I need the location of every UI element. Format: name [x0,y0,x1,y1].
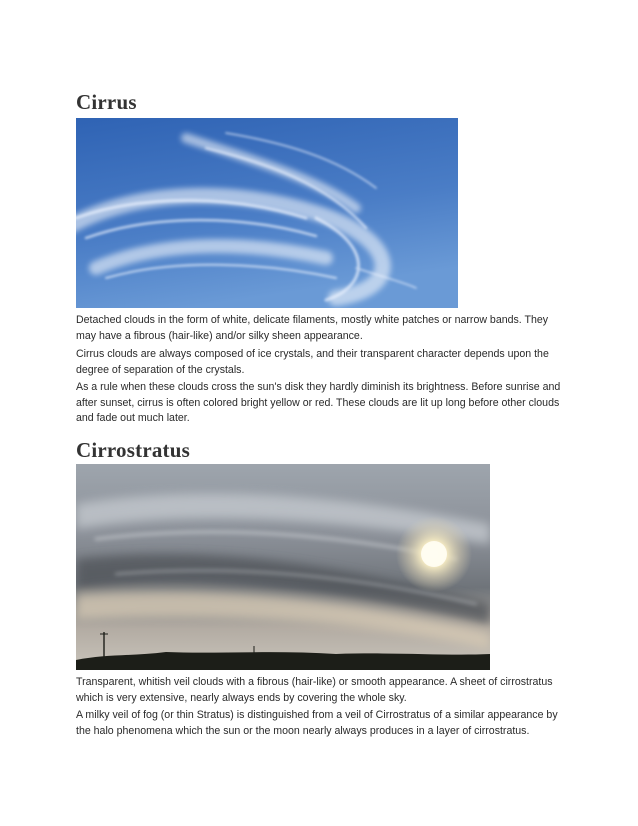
cirrostratus-clouds-photo [76,464,490,670]
cirrostratus-paragraph-2: A milky veil of fog (or thin Stratus) is distinguished from a veil of Cirrostratus of a similar appearance by the halo phenomena which the sun or the moon nearly always produces in a layer of cirrostratus. [76,709,558,737]
cirrus-clouds-photo [76,118,458,308]
section-title-cirrus: Cirrus [76,90,137,114]
cirrostratus-paragraph-1: Transparent, whitish veil clouds with a fibrous (hair-like) or smooth appearance. A sheet of cirrostratus which is very extensive, nearly always ends by covering the whole sky. [76,676,553,704]
cirrus-paragraph-3: As a rule when these clouds cross the sun's disk they hardly diminish its brightness. Before sunrise and after sunset, cirrus is often colored bright yellow or red. These clouds are lit up long before other clouds and fade out much later. [76,381,561,425]
section-title-cirrostratus: Cirrostratus [76,438,190,462]
cirrus-paragraph-2: Cirrus clouds are always composed of ice crystals, and their transparent character depends upon the degree of separation of the crystals. [76,348,549,376]
cirrus-paragraph-1: Detached clouds in the form of white, delicate filaments, mostly white patches or narrow bands. They may have a fibrous (hair-like) and/or silky sheen appearance. [76,314,549,342]
